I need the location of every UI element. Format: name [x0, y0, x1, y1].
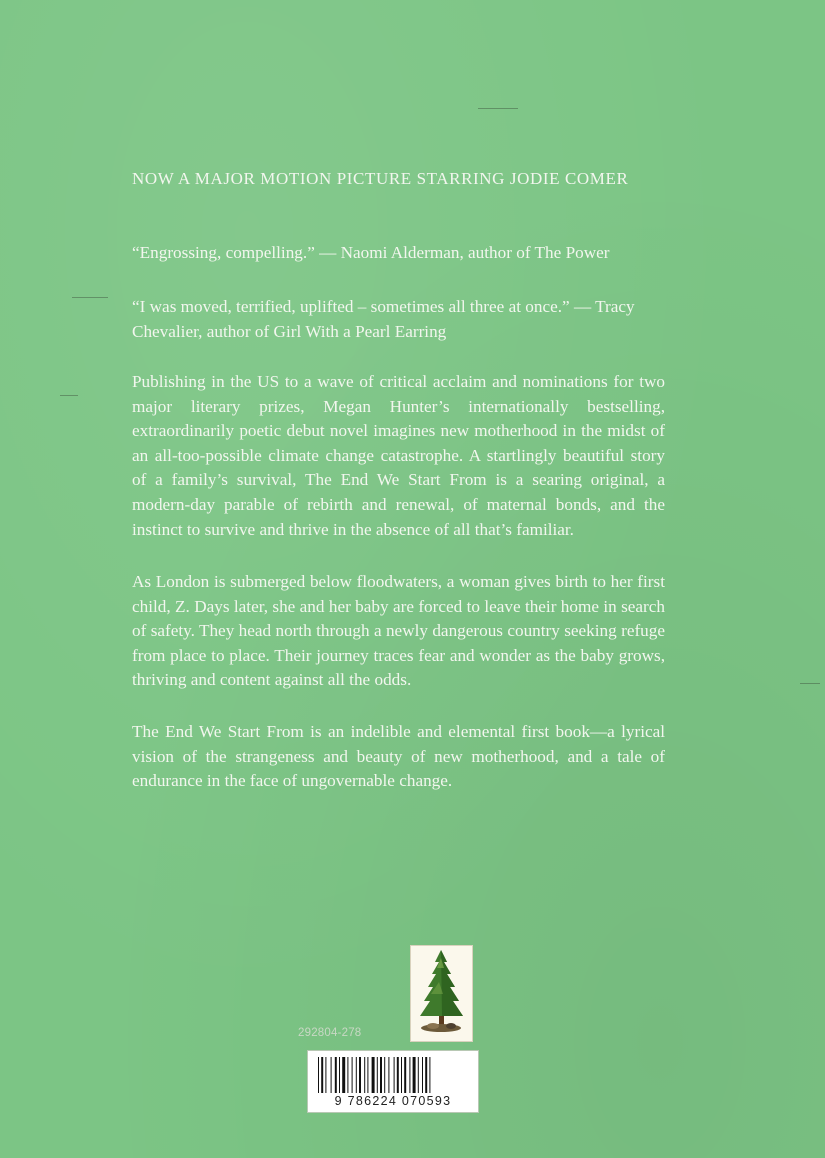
barcode-bar: [318, 1057, 319, 1093]
barcode-bar: [394, 1057, 395, 1093]
barcode-bar: [364, 1057, 365, 1093]
isbn-number: 9 786224 070593: [334, 1094, 452, 1108]
print-speck: [478, 108, 518, 109]
barcode-bar: [359, 1057, 361, 1093]
barcode-bar: [335, 1057, 337, 1093]
barcode-bar: [404, 1057, 406, 1093]
barcode-bar: [325, 1057, 326, 1093]
publisher-logo: [410, 945, 473, 1042]
catalog-code: 292804-278: [298, 1027, 362, 1039]
barcode-bar: [377, 1057, 378, 1093]
barcode-bar: [409, 1057, 410, 1093]
pine-tree-icon: [411, 946, 472, 1041]
barcode-bar: [339, 1057, 340, 1093]
review-quote: “Engrossing, compelling.” — Naomi Alderman, author of The Power: [132, 243, 610, 262]
barcode-bar: [321, 1057, 323, 1093]
print-speck: [800, 683, 820, 684]
print-speck: [72, 297, 108, 298]
barcode-bar: [401, 1057, 402, 1093]
barcode-bar: [367, 1057, 368, 1093]
blurb-paragraph: The End We Start From is an indelible and elemental first book—a lyrical vision of the strangeness and beauty of new motherhood, and a tale of endurance in the face of ungovernable change.: [132, 722, 665, 791]
barcode-bar: [429, 1057, 430, 1093]
barcode-bar: [347, 1057, 348, 1093]
barcode-bar: [425, 1057, 427, 1093]
barcode-bar: [372, 1057, 375, 1093]
barcode-bar: [397, 1057, 399, 1093]
barcode-bar: [422, 1057, 423, 1093]
barcode-bar: [331, 1057, 332, 1093]
barcode-bar: [418, 1057, 419, 1093]
barcode-bar: [388, 1057, 389, 1093]
barcode-bar: [356, 1057, 357, 1093]
barcode-bar: [342, 1057, 345, 1093]
barcode-bar: [352, 1057, 353, 1093]
barcode-bars: [308, 1051, 478, 1095]
print-speck: [60, 395, 78, 396]
isbn-barcode: [307, 1050, 479, 1113]
review-quote: “I was moved, terrified, uplifted – sometimes all three at once.” — Tracy Chevalier, author of Girl With a Pearl Earring: [132, 297, 635, 341]
barcode-bar: [384, 1057, 385, 1093]
headline: NOW A MAJOR MOTION PICTURE STARRING JODIE COMER: [132, 169, 629, 188]
barcode-bar: [413, 1057, 416, 1093]
blurb-paragraph: As London is submerged below floodwaters, a woman gives birth to her first child, Z. Days later, she and her baby are forced to leave their home in search of safety. They head north through a newly dangerous country seeking refuge from place to place. Their journey traces fear and wonder as the baby grows, thriving and content against all the odds.: [132, 572, 665, 690]
blurb-paragraph: Publishing in the US to a wave of critical acclaim and nominations for two major literary prizes, Megan Hunter’s internationally bestselling, extraordinarily poetic debut novel imagines new motherhood in the midst of an all-too-possible climate change catastrophe. A startlingly beautiful story of a family’s survival, The End We Start From is a searing original, a modern-day parable of rebirth and renewal, of maternal bonds, and the instinct to survive and thrive in the absence of all that’s familiar.: [132, 372, 665, 539]
barcode-bar: [380, 1057, 382, 1093]
